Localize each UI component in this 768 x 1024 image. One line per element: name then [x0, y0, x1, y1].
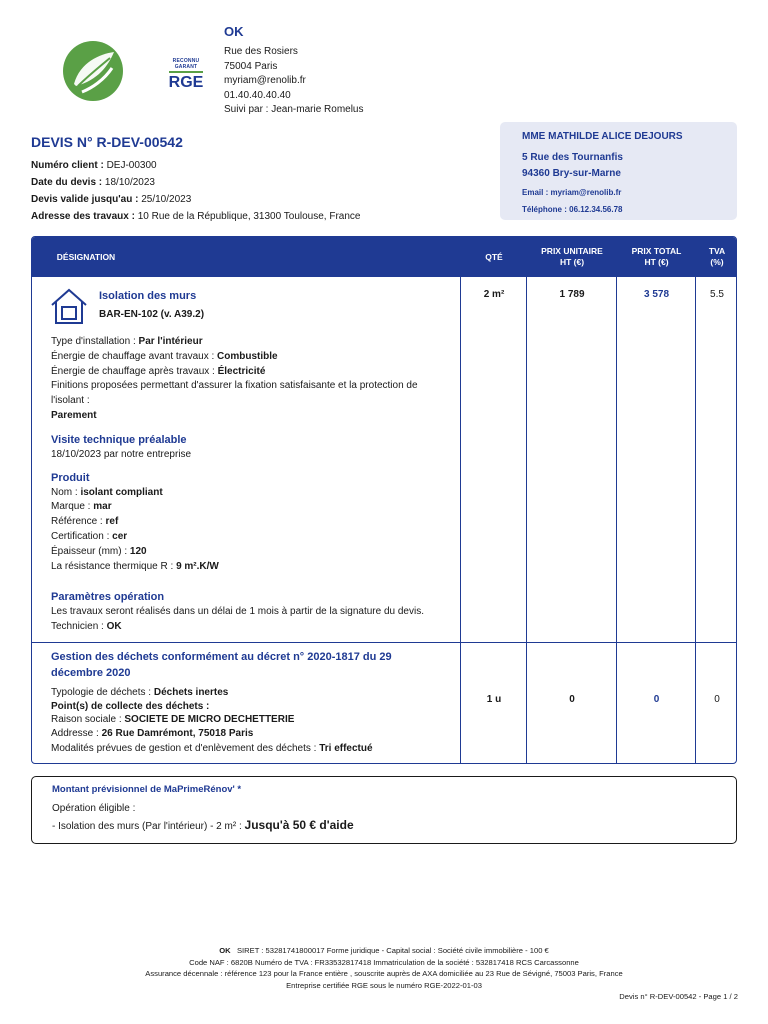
product-resistance-label: La résistance thermique R :: [51, 560, 174, 572]
footer-line2: Code NAF : 6820B Numéro de TVA : FR33532817418 Immatriculation de la société : 532817418 RCS Carcassonne: [189, 957, 579, 967]
column-divider: [526, 237, 527, 764]
row-divider: [32, 642, 737, 643]
aid-eligible: Opération éligible :: [52, 803, 136, 814]
params-title: Paramètres opération: [51, 591, 165, 604]
row1-title: Isolation des murs: [99, 290, 197, 302]
row2-title-line2: décembre 2020: [51, 667, 131, 679]
company-info: [224, 24, 364, 118]
product-thickness-value: 120: [129, 545, 147, 557]
row1-total-price: 3 578: [643, 289, 670, 300]
row1-unit-price: 1 789: [559, 289, 585, 300]
header-unit-price-line1: PRIX UNITAIRE: [541, 246, 603, 256]
company-followed-by: Suivi par : Jean-marie Romelus: [224, 104, 364, 115]
header-designation: DÉSIGNATION: [56, 251, 116, 262]
client-box: [500, 122, 737, 220]
params-text: Les travaux seront réalisés dans un délai de 1 mois à partir de la signature du devis.: [51, 606, 424, 618]
product-name-value: isolant compliant: [80, 486, 163, 498]
header-total-price: [617, 237, 696, 277]
footer-line1: [0, 945, 768, 957]
row2-unit-price: 0: [569, 694, 575, 705]
product-name-row: [51, 486, 456, 501]
product-cert-row: [51, 530, 456, 545]
energy-before-label: Énergie de chauffage avant travaux :: [51, 350, 215, 362]
table-header: [32, 237, 737, 277]
client-number-value: DEJ-00300: [106, 160, 157, 171]
aid-title: Montant prévisionnel de MaPrimeRénov' *: [52, 784, 242, 795]
technician-row: [51, 620, 456, 635]
install-type-label: Type d'installation :: [51, 336, 136, 347]
product-brand-label: Marque :: [51, 501, 91, 513]
aid-line-text: - Isolation des murs (Par l'intérieur) - 2 m² :: [52, 821, 242, 832]
aid-box: [31, 776, 737, 844]
devis-valid-row: [31, 191, 471, 208]
visit-title: Visite technique préalable: [51, 433, 187, 446]
company-logo-leaf-icon: [62, 40, 124, 102]
client-number-label: Numéro client :: [31, 160, 104, 171]
rge-badge-line2: GARANT: [174, 64, 198, 70]
devis-title: DEVIS N° R-DEV-00542: [31, 134, 183, 150]
waste-type-value: Déchets inertes: [153, 687, 229, 698]
company-name: OK: [224, 24, 244, 39]
client-number-row: [31, 157, 471, 174]
finish-value: Parement: [51, 409, 97, 421]
header-qty: QTÉ: [485, 251, 503, 262]
energy-after-label: Énergie de chauffage après travaux :: [51, 365, 215, 377]
waste-address-value: 26 Rue Damrémont, 75018 Paris: [101, 727, 254, 739]
energy-after-row: [51, 365, 456, 380]
footer-company-name: OK: [219, 946, 231, 955]
row2-total-price: 0: [653, 694, 660, 705]
row1-code: BAR-EN-102 (v. A39.2): [99, 309, 205, 320]
devis-date-value: 18/10/2023: [104, 177, 155, 188]
product-thickness-label: Épaisseur (mm) :: [51, 545, 128, 557]
quote-table: [31, 236, 737, 764]
row2-qty: 1 u: [486, 694, 502, 705]
waste-company-row: [51, 713, 456, 727]
waste-company-value: SOCIETE DE MICRO DECHETTERIE: [124, 714, 295, 725]
install-type-row: [51, 335, 456, 350]
column-divider: [616, 237, 617, 764]
company-email: myriam@renolib.fr: [224, 75, 306, 86]
waste-address-row: [51, 727, 456, 742]
product-name-label: Nom :: [51, 486, 78, 498]
product-ref-row: [51, 515, 456, 530]
product-cert-label: Certification :: [51, 530, 110, 542]
row1-vat: 5.5: [710, 289, 724, 300]
finish-text-2: l'isolant :: [51, 395, 90, 407]
technician-value: OK: [106, 621, 122, 633]
product-title: Produit: [51, 471, 90, 484]
client-city: 94360 Bry-sur-Marne: [522, 168, 621, 179]
product-resistance-value: 9 m².K/W: [176, 560, 219, 572]
footer-line1-text: SIRET : 53281741800017 Forme juridique - Capital social : Société civile immobilière - 100 €: [236, 946, 549, 955]
footer-line3: Assurance décennale : référence 123 pour la France entière , souscrite auprès de AXA domiciliée au 23 Rue de Sévigné, 75003 Paris, France: [145, 969, 623, 979]
devis-header: [31, 134, 471, 225]
devis-valid-value: 25/10/2023: [141, 194, 192, 205]
aid-amount: Jusqu'à 50 € d'aide: [244, 818, 354, 832]
waste-points-label: Point(s) de collecte des déchets :: [51, 700, 210, 712]
company-address-line1: Rue des Rosiers: [224, 46, 298, 57]
footer: [0, 945, 768, 992]
rge-badge-text: RGE: [168, 74, 204, 91]
waste-type-row: [51, 686, 456, 700]
product-resistance-row: [51, 560, 456, 575]
works-address-value: 10 Rue de la République, 31300 Toulouse, France: [137, 211, 361, 222]
waste-modal-row: [51, 741, 456, 757]
header-total-price-line1: PRIX TOTAL: [631, 246, 682, 256]
header-vat: [696, 237, 737, 277]
energy-after-value: Électricité: [217, 365, 266, 377]
rge-badge-line1: RECONNU: [172, 58, 200, 64]
company-address-line2: 75004 Paris: [224, 60, 278, 72]
column-divider: [695, 237, 696, 764]
row2-title-line1: Gestion des déchets conformément au décret n° 2020-1817 du 29: [51, 651, 392, 663]
devis-date-row: [31, 174, 471, 191]
product-thickness-row: [51, 545, 456, 560]
works-address-row: [31, 208, 471, 225]
page-reference: Devis n° R-DEV-00542 - Page 1 / 2: [619, 992, 738, 1001]
finish-text-1: Finitions proposées permettant d'assurer la fixation satisfaisante et la protection de: [51, 380, 418, 392]
header-total-price-line2: HT (€): [644, 257, 669, 267]
house-icon: [50, 287, 88, 325]
header-unit-price-line2: HT (€): [559, 257, 585, 267]
header-vat-line2: (%): [710, 257, 724, 267]
client-street: 5 Rue des Tournanfis: [522, 152, 623, 163]
install-type-value: Par l'intérieur: [138, 336, 203, 347]
product-ref-label: Référence :: [51, 516, 103, 528]
devis-date-label: Date du devis :: [31, 177, 103, 188]
product-brand-value: mar: [93, 501, 112, 513]
aid-line: [52, 817, 716, 835]
product-brand-row: [51, 500, 456, 515]
row1-details: [51, 335, 456, 635]
rge-badge-bar: [169, 71, 203, 73]
column-divider: [460, 237, 461, 764]
client-phone: Téléphone : 06.12.34.56.78: [522, 205, 623, 214]
visit-text: 18/10/2023 par notre entreprise: [51, 448, 192, 460]
technician-label: Technicien :: [51, 621, 104, 633]
header-unit-price: [527, 237, 617, 277]
product-cert-value: cer: [112, 530, 128, 542]
company-phone: 01.40.40.40.40: [224, 89, 291, 101]
client-email: Email : myriam@renolib.fr: [522, 188, 622, 197]
waste-type-label: Typologie de déchets :: [51, 687, 152, 698]
footer-line4: Entreprise certifiée RGE sous le numéro RGE-2022-01-03: [286, 981, 482, 991]
works-address-label: Adresse des travaux :: [31, 211, 135, 222]
row1-qty: 2 m²: [483, 289, 505, 300]
waste-modal-value: Tri effectué: [319, 743, 373, 754]
waste-company-label: Raison sociale :: [51, 714, 122, 725]
client-name: MME MATHILDE ALICE DEJOURS: [522, 131, 683, 142]
waste-address-label: Addresse :: [51, 727, 99, 739]
row2-details: [51, 649, 456, 757]
waste-modal-label: Modalités prévues de gestion et d'enlèvement des déchets :: [51, 743, 317, 754]
row2-vat: 0: [714, 694, 720, 705]
product-ref-value: ref: [105, 516, 119, 528]
devis-valid-label: Devis valide jusqu'au :: [31, 194, 139, 205]
header-vat-line1: TVA: [708, 246, 726, 256]
energy-before-row: [51, 350, 456, 365]
rge-badge: [166, 58, 206, 96]
energy-before-value: Combustible: [217, 350, 278, 362]
